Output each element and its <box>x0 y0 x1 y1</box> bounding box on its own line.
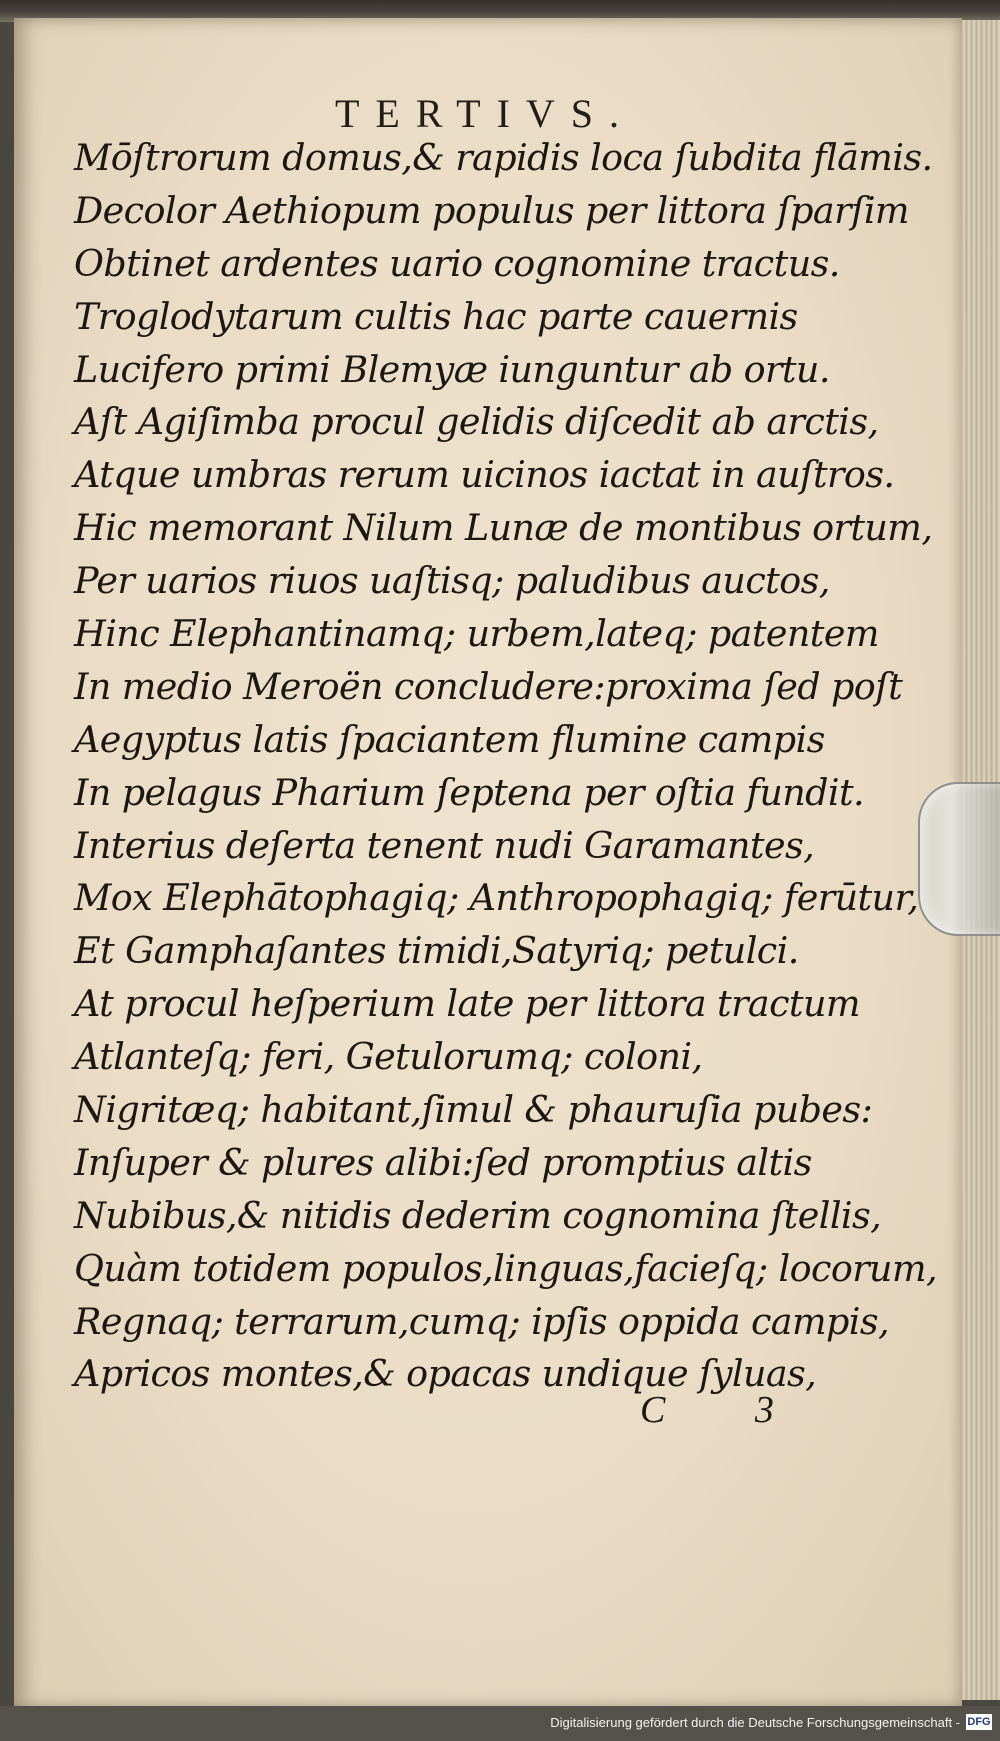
verse-line: Aegyptus latis ſpaciantem flumine campis <box>74 717 825 761</box>
verse-line: Et Gamphaſantes timidi,Satyriq; petulci. <box>74 929 799 973</box>
verse-line: Nigritæq; habitant,ſimul & phauruſia pubes: <box>74 1088 873 1132</box>
verse-text <box>74 132 937 1401</box>
verse-line: Hic memorant Nilum Lunæ de montibus ortum, <box>74 506 933 550</box>
digitization-credit: Digitalisierung gefördert durch die Deutsche Forschungsgemeinschaft - <box>550 1715 960 1730</box>
verse-line: Atlanteſq; feri, Getulorumq; coloni, <box>74 1035 703 1079</box>
page-clip <box>918 782 1000 936</box>
verse-line: Hinc Elephantinamq; urbem,lateq; patentem <box>74 612 879 656</box>
running-head: TERTIVS. <box>335 91 636 136</box>
verse-line: Per uarios riuos uaſtisq; paludibus auctos, <box>74 559 830 603</box>
verse-line: Nubibus,& nitidis dederim cognomina ſtellis, <box>74 1193 882 1237</box>
verse-line: Obtinet ardentes uario cognomine tractus. <box>74 241 840 285</box>
verse-line: Troglodytarum cultis hac parte cauernis <box>74 294 798 338</box>
signature-mark: C 3 <box>640 1389 814 1431</box>
verse-line: Lucifero primi Blemyæ iunguntur ab ortu. <box>74 347 830 391</box>
verse-line: Atque umbras rerum uicinos iactat in auſtros. <box>74 453 895 497</box>
verse-line: Aſt Agiſimba procul gelidis diſcedit ab arctis, <box>74 400 879 444</box>
verse-line: In pelagus Pharium ſeptena per oſtia fundit. <box>74 770 865 814</box>
verse-line: Mox Elephātophagiq; Anthropophagiq; ferūtur, <box>74 876 919 920</box>
verse-line: Decolor Aethiopum populus per littora ſparſim <box>74 188 909 232</box>
verse-line: Mōſtrorum domus,& rapidis loca ſubdita flāmis. <box>74 136 933 179</box>
verse-line: Quàm totidem populos,linguas,facieſq; locorum, <box>74 1246 937 1290</box>
dfg-logo: DFG <box>967 1716 991 1728</box>
verse-line: At procul heſperium late per littora tractum <box>74 982 860 1026</box>
verse-line: Inſuper & plures alibi:ſed promptius altis <box>74 1140 812 1184</box>
verse-line: Interius deſerta tenent nudi Garamantes, <box>74 823 815 867</box>
verse-line: Apricos montes,& opacas undique ſyluas, <box>74 1352 817 1396</box>
verse-line: In medio Meroën concludere:proxima ſed poſt <box>74 664 903 708</box>
verse-line: Regnaq; terrarum,cumq; ipſis oppida campis, <box>74 1299 889 1343</box>
